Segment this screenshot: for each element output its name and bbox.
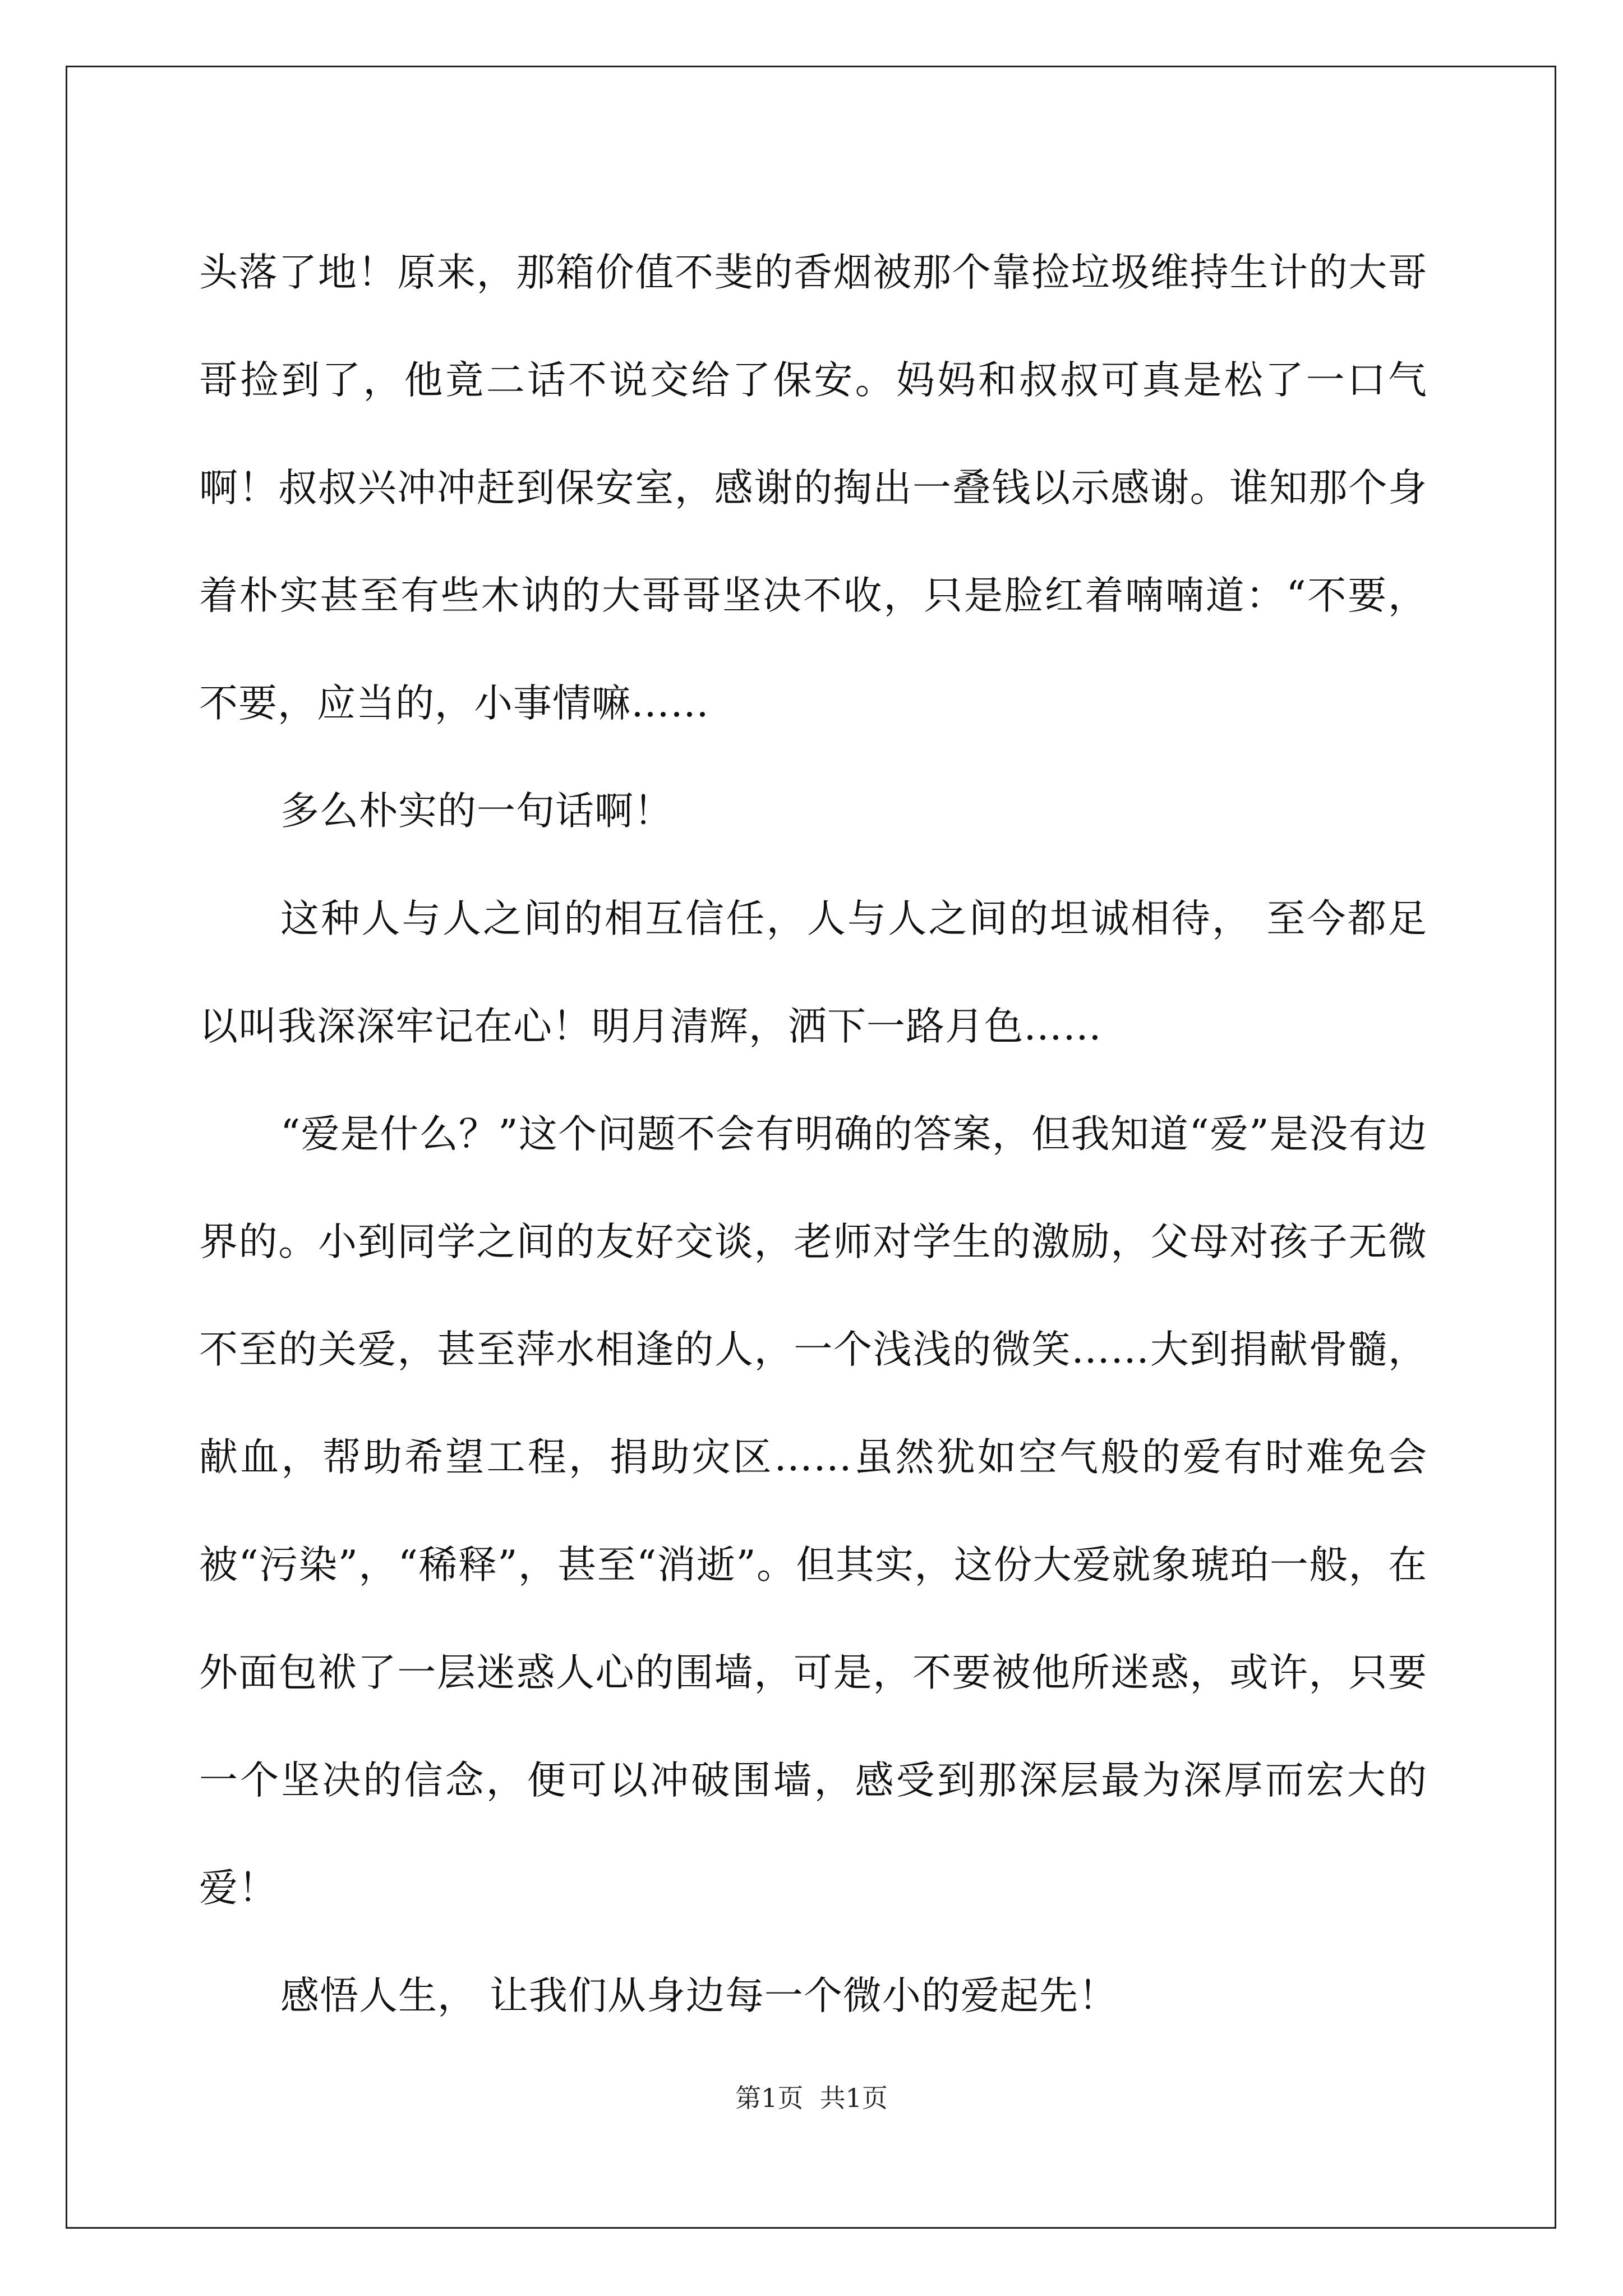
page-footer bbox=[0, 2081, 1623, 2115]
paragraph-3: 这种人与人之间的相互信任，人与人之间的坦诚相待， 至今都足以叫我深深牢记在心！明月清辉，洒下一路月色…… bbox=[199, 896, 1427, 1049]
paragraph-2: 多么朴实的一句话啊！ bbox=[280, 789, 673, 834]
paragraph-4: “爱是什么？”这个问题不会有明确的答案，但我知道“爱”是没有边界的。小到同学之间的友好交谈，老师对学生的激励，父母对孩子无微不至的关爱，甚至萍水相逢的人，一个浅浅的微笑……大到捐献骨髓，献血，帮助希望工程，捐助灾区……虽然犹如空气般的爱有时难免会被“污染”，“稀释”，甚至“消逝”。但其实，这份大爱就象琥珀一般，在外面包袱了一层迷惑人心的围墙，可是，不要被他所迷惑，或许，只要一个坚决的信念，便可以冲破围墙，感受到那深层最为深厚而宏大的爱！ bbox=[199, 1112, 1427, 1911]
paragraph-5: 感悟人生， 让我们从身边每一个微小的爱起先！ bbox=[280, 1973, 1118, 2018]
document-body bbox=[199, 219, 1427, 2050]
page-number: 第1页 共1页 bbox=[735, 2083, 888, 2113]
paragraph-1: 头落了地！原来，那箱价值不斐的香烟被那个靠捡垃圾维持生计的大哥哥捡到了，他竟二话不说交给了保安。妈妈和叔叔可真是松了一口气啊！叔叔兴冲冲赶到保安室，感谢的掏出一叠钱以示感谢。谁知那个身着朴实甚至有些木讷的大哥哥坚决不收，只是脸红着喃喃道：“不要，不要，应当的，小事情嘛…… bbox=[199, 250, 1427, 726]
